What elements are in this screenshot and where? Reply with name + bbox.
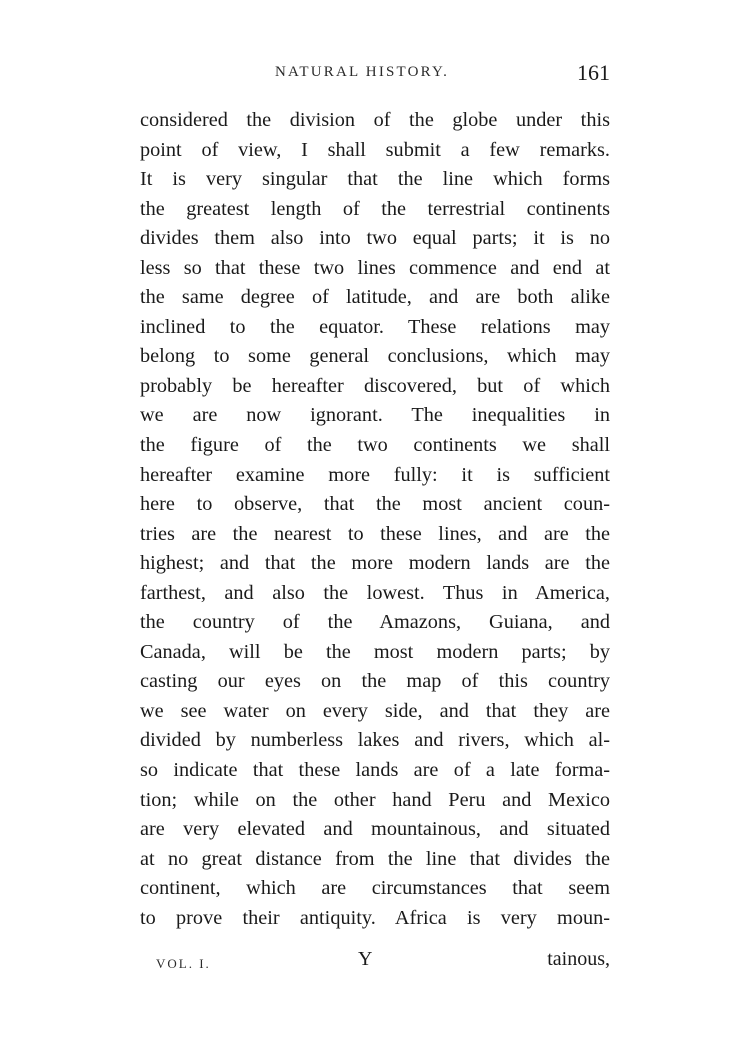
text-line: probably be hereafter discovered, but of which bbox=[140, 374, 610, 397]
page-footer bbox=[140, 948, 610, 978]
text-line: less so that these two lines commence and end at bbox=[140, 256, 610, 279]
text-line: divided by numberless lakes and rivers, which al- bbox=[140, 729, 610, 752]
text-line: highest; and that the more modern lands are the bbox=[140, 552, 610, 575]
text-line: we are now ignorant. The inequalities in bbox=[140, 404, 610, 427]
text-line: inclined to the equator. These relations may bbox=[140, 315, 610, 338]
text-line: we see water on every side, and that they are bbox=[140, 699, 610, 722]
body-text bbox=[140, 106, 610, 933]
text-line: point of view, I shall submit a few remarks. bbox=[140, 138, 610, 161]
text-line: to prove their antiquity. Africa is very moun- bbox=[140, 906, 610, 929]
text-line: the figure of the two continents we shall bbox=[140, 434, 610, 457]
catchword: tainous, bbox=[547, 948, 610, 970]
text-line: so indicate that these lands are of a late forma- bbox=[140, 759, 610, 782]
text-line: the greatest length of the terrestrial continents bbox=[140, 197, 610, 220]
text-line: Canada, will be the most modern parts; by bbox=[140, 640, 610, 663]
text-line: divides them also into two equal parts; it is no bbox=[140, 227, 610, 250]
running-title: NATURAL HISTORY. bbox=[275, 64, 450, 80]
text-line: farthest, and also the lowest. Thus in America, bbox=[140, 581, 610, 604]
sheet-signature-mark: Y bbox=[358, 948, 373, 970]
text-line: tion; while on the other hand Peru and Mexico bbox=[140, 788, 610, 811]
text-line: here to observe, that the most ancient coun- bbox=[140, 493, 610, 516]
text-line: at no great distance from the line that divides the bbox=[140, 847, 610, 870]
text-line: continent, which are circumstances that seem bbox=[140, 877, 610, 900]
running-head bbox=[140, 60, 610, 90]
text-line: the same degree of latitude, and are both alike bbox=[140, 286, 610, 309]
text-line: hereafter examine more fully: it is sufficient bbox=[140, 463, 610, 486]
text-line: considered the division of the globe under this bbox=[140, 109, 610, 131]
text-line: tries are the nearest to these lines, and are the bbox=[140, 522, 610, 545]
text-line: are very elevated and mountainous, and situated bbox=[140, 818, 610, 841]
volume-signature: VOL. I. bbox=[156, 956, 211, 971]
text-line: It is very singular that the line which forms bbox=[140, 168, 610, 191]
text-line: casting our eyes on the map of this country bbox=[140, 670, 610, 693]
text-line: belong to some general conclusions, which may bbox=[140, 345, 610, 368]
page-number: 161 bbox=[577, 60, 610, 85]
text-line: the country of the Amazons, Guiana, and bbox=[140, 611, 610, 634]
